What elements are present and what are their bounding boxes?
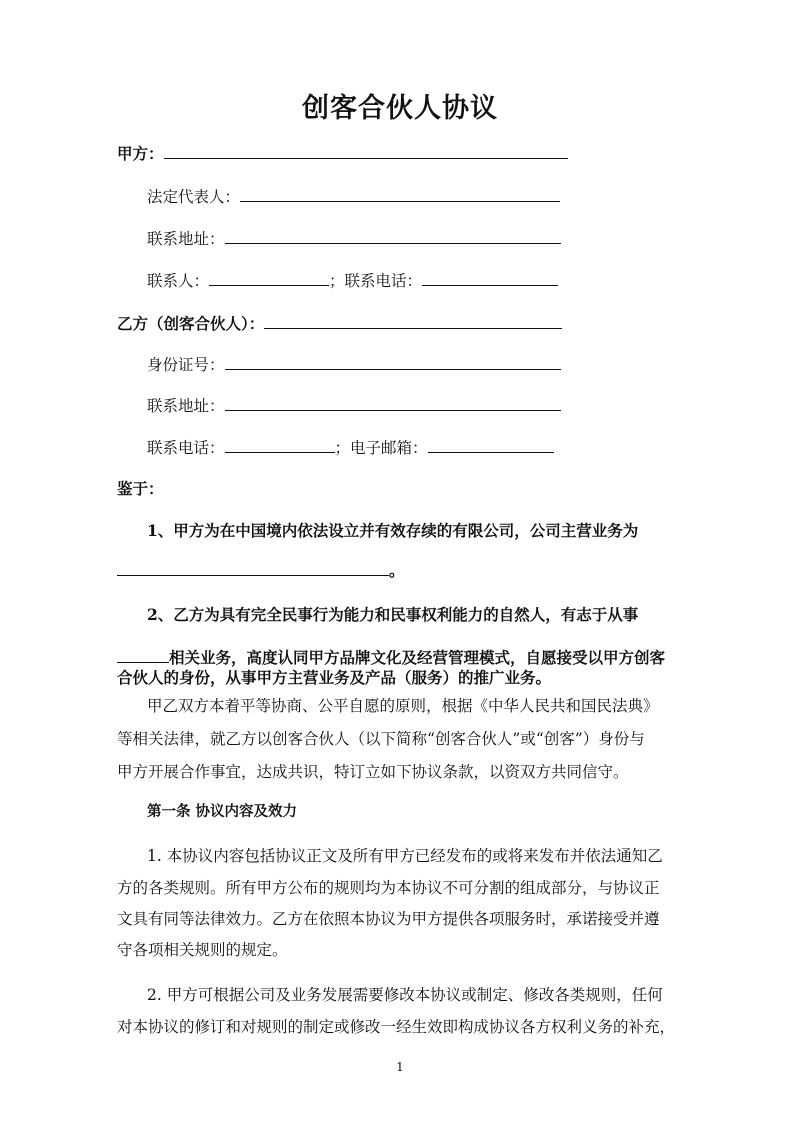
clause-2-line-1: 2. 甲方可根据公司及业务发展需要修改本协议或制定、修改各类规则，任何 bbox=[147, 986, 663, 1004]
whereas-item-1-end bbox=[117, 560, 405, 581]
party-b-address-line bbox=[147, 395, 561, 416]
legal-rep-label: 法定代表人： bbox=[147, 188, 241, 206]
party-b-blank bbox=[264, 313, 562, 329]
page-number: 1 bbox=[396, 1060, 404, 1074]
business-blank bbox=[117, 560, 389, 576]
party-a-label: 甲方： bbox=[117, 144, 164, 163]
whereas-item-2-line-2 bbox=[117, 647, 665, 668]
party-b-line bbox=[117, 313, 562, 334]
phone-label: ；联系电话： bbox=[329, 272, 423, 290]
whereas-label: 鉴于： bbox=[117, 479, 164, 498]
clause-2-line-2: 对本协议的修订和对规则的制定或修改一经生效即构成协议各方权利义务的补充， bbox=[117, 1018, 676, 1036]
id-blank bbox=[225, 354, 561, 370]
clause-1-line-1: 1. 本协议内容包括协议正文及所有甲方已经发布的或将来发布并依法通知乙 bbox=[147, 847, 663, 865]
article-1-heading: 第一条 协议内容及效力 bbox=[147, 803, 298, 820]
address-blank bbox=[225, 395, 561, 411]
contact-blank bbox=[209, 270, 329, 286]
party-b-contact-line bbox=[147, 437, 554, 458]
party-a-contact-line bbox=[147, 270, 558, 291]
id-number-line bbox=[147, 354, 561, 375]
clause-1-line-4: 守各项相关规则的规定。 bbox=[117, 941, 288, 959]
contact-label: 联系人： bbox=[147, 272, 210, 290]
text: 相关业务，高度认同甲方品牌文化及经营管理模式，自愿接受以甲方创客 bbox=[169, 648, 666, 667]
phone-blank bbox=[422, 270, 558, 286]
party-a-line bbox=[117, 143, 568, 164]
preamble-line-3: 甲方开展合作事宜，达成共识，特订立如下协议条款，以资双方共同信守。 bbox=[117, 763, 629, 781]
clause-1-line-3: 文具有同等法律效力。乙方在依照本协议为甲方提供各项服务时，承诺接受并遵 bbox=[117, 910, 660, 928]
email-label: ；电子邮箱： bbox=[334, 439, 428, 457]
clause-1-line-2: 方的各类规则。所有甲方公布的规则均为本协议不可分割的组成部分，与协议正 bbox=[117, 879, 660, 897]
email-blank bbox=[428, 437, 554, 453]
preamble-line-2: 等相关法律，就乙方以创客合伙人（以下简称“创客合伙人”或“创客”）身份与 bbox=[117, 730, 645, 748]
field-blank bbox=[117, 647, 169, 663]
party-b-label: 乙方（创客合伙人）： bbox=[117, 314, 265, 333]
legal-rep-line bbox=[147, 186, 560, 207]
address-label: 联系地址： bbox=[147, 230, 225, 248]
party-a-address-line bbox=[147, 228, 561, 249]
whereas-item-1: 1、甲方为在中国境内依法设立并有效存续的有限公司，公司主营业务为 bbox=[147, 521, 639, 540]
phone-blank bbox=[225, 437, 335, 453]
period: 。 bbox=[389, 561, 405, 580]
whereas-item-2-line-3: 合伙人的身份，从事甲方主营业务及产品（服务）的推广业务。 bbox=[117, 668, 552, 687]
id-label: 身份证号： bbox=[147, 356, 225, 374]
party-a-blank bbox=[164, 143, 568, 159]
preamble-line-1: 甲乙双方本着平等协商、公平自愿的原则，根据《中华人民共和国民法典》 bbox=[147, 697, 659, 715]
phone-label: 联系电话： bbox=[147, 439, 225, 457]
document-title: 创客合伙人协议 bbox=[302, 93, 498, 124]
legal-rep-blank bbox=[240, 186, 560, 202]
whereas-item-2-line-1: 2、乙方为具有完全民事行为能力和民事权利能力的自然人，有志于从事 bbox=[147, 605, 639, 624]
address-blank bbox=[225, 228, 561, 244]
address-label: 联系地址： bbox=[147, 397, 225, 415]
